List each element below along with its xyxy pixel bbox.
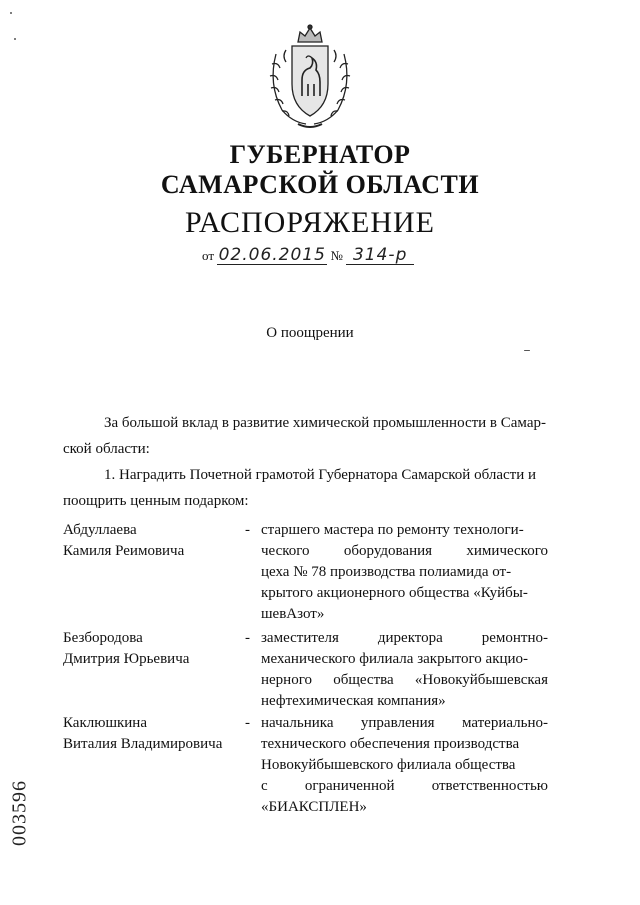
serial-number-text: 003596	[8, 780, 31, 846]
position-line: заместителя директора ремонтно-	[261, 630, 548, 646]
position-line: «БИАКСПЛЕН»	[261, 799, 367, 815]
handwritten-date: 02.06.2015	[218, 245, 326, 265]
handwritten-number: 314-р	[346, 246, 414, 265]
date-from-label: от	[202, 248, 215, 263]
document-type-title: РАСПОРЯЖЕНИЕ	[184, 206, 436, 239]
awardee-given-names: Дмитрия Юрьевича	[63, 651, 190, 667]
preamble-line-2: ской области:	[63, 441, 150, 457]
entry-dash: -	[245, 522, 250, 538]
position-line: нерного общества «Новокуйбышевская	[261, 672, 548, 688]
header-title-line1: ГУБЕРНАТОР	[229, 140, 411, 169]
position-line: начальника управления материально-	[261, 715, 548, 731]
coat-of-arms-emblem	[262, 24, 358, 132]
entry-dash: -	[245, 715, 250, 731]
awardee-entry	[63, 713, 556, 823]
position-line: Новокуйбышевского филиала общества	[261, 757, 516, 773]
preamble-line-1: За большой вклад в развитие химической промышленности в Самар-	[104, 415, 546, 431]
awardee-entry	[63, 628, 556, 718]
position-line: механического филиала закрытого акцио-	[261, 651, 529, 667]
awardee-name	[63, 520, 253, 562]
position-line: с ограниченной ответственностью	[261, 778, 548, 794]
position-line: ческого оборудования химического	[261, 543, 548, 559]
position-line: нефтехимическая компания»	[261, 693, 446, 709]
scan-speck	[10, 12, 12, 14]
number-label: №	[330, 248, 343, 263]
awardee-given-names: Камиля Реимовича	[63, 543, 185, 559]
serial-number	[8, 768, 32, 858]
awardee-surname: Каклюшкина	[63, 715, 147, 731]
date-number-line	[202, 246, 414, 265]
item1-line-1: 1. Наградить Почетной грамотой Губернатора Самарской области и	[104, 467, 536, 483]
position-line: старшего мастера по ремонту технологи-	[261, 522, 524, 538]
awardee-position	[261, 628, 548, 712]
awardee-surname: Безбородова	[63, 630, 143, 646]
header-title-line2: САМАРСКОЙ ОБЛАСТИ	[160, 170, 480, 199]
entry-dash: -	[245, 630, 250, 646]
awardee-entry	[63, 520, 556, 630]
item1-line-2: поощрить ценным подарком:	[63, 493, 249, 509]
awardee-surname: Абдуллаева	[63, 522, 137, 538]
scan-speck	[14, 38, 16, 40]
position-line: цеха № 78 производства полиамида от-	[261, 564, 512, 580]
awardee-given-names: Виталия Владимировича	[63, 736, 223, 752]
document-subject: О поощрении	[266, 325, 354, 341]
position-line: крытого акционерного общества «Куйбы-	[261, 585, 528, 601]
scan-speck	[524, 350, 530, 351]
awardee-position	[261, 520, 548, 625]
position-line: шевАзот»	[261, 606, 325, 622]
awardee-name	[63, 713, 253, 755]
awardee-position	[261, 713, 548, 818]
awardee-name	[63, 628, 253, 670]
position-line: технического обеспечения производства	[261, 736, 520, 752]
